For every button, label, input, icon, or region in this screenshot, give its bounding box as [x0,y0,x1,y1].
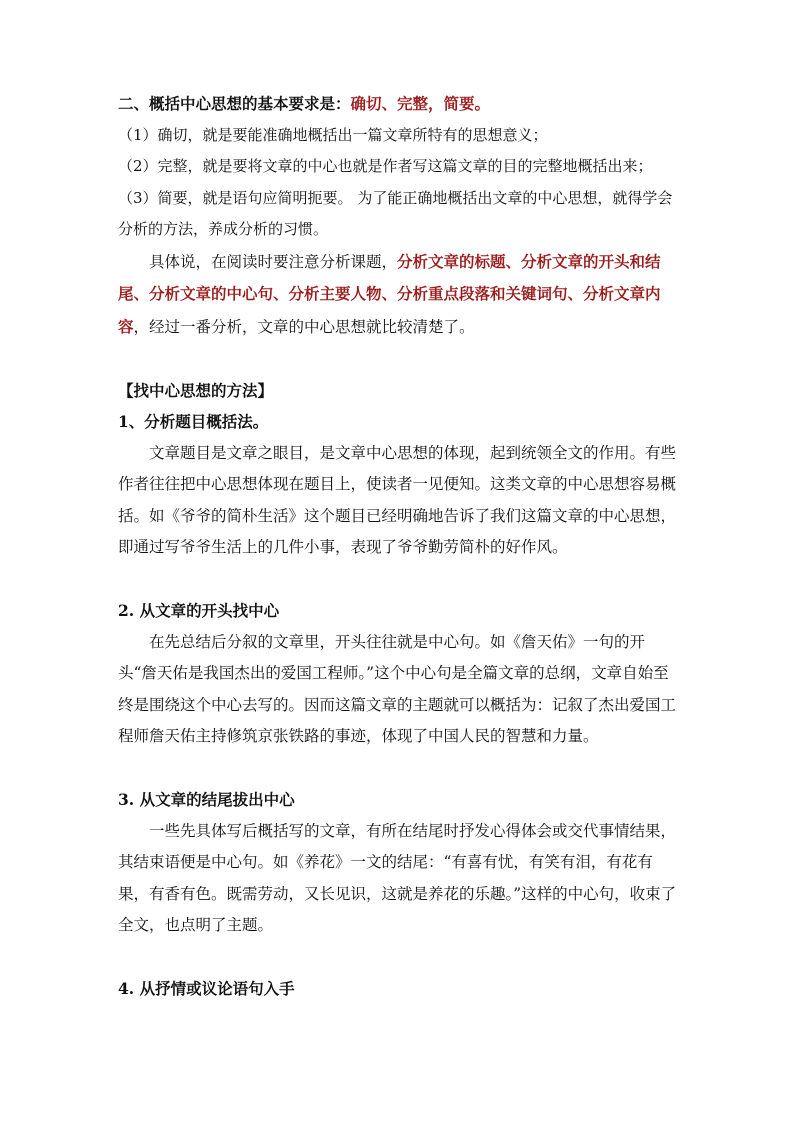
spacer [118,343,678,375]
method-body-3: 一些先具体写后概括写的文章，有所在结尾时抒发心得体会或交代事情结果，其结束语便是中心句。如《养花》一文的结尾：“有喜有忧，有笑有泪，有花有果，有香有色。既需劳动，又长见识，这就是养花的乐趣。”这样的中心句，收束了全文，也点明了主题。 [118,821,677,934]
method-heading-4: 4. 从抒情或议论语句入手 [118,979,295,998]
analysis-suffix: ，经过一番分析，文章的中心思想就比较清楚了。 [133,317,475,336]
spacer [118,942,678,974]
analysis-prefix: 具体说，在阅读时要注意分析课题， [149,252,398,271]
method-body-1: 文章题目是文章之眼目，是文章中心思想的体现，起到统领全文的作用。有些作者往往把中心思想体现在题目上，使读者一见便知。这类文章的中心思想容易概括。如《爷爷的简朴生活》这个题目已经明确地告诉了我们这篇文章的中心思想，即通过写爷爷生活上的几件小事，表现了爷爷勤劳简朴的好作风。 [118,443,677,556]
spacer [118,753,678,785]
document-page [118,88,678,1005]
method-heading-1: 1、分析题目概括法。 [118,412,269,431]
methods-title: 【找中心思想的方法】 [118,380,274,400]
analysis-highlight: 分析文章的标题、分析文章的开头和结尾、分析文章的中心句、分析主要人物、分析重点段落和关键词句、分析文章内容 [118,251,661,336]
requirements-heading-prefix: 二、概括中心思想的基本要求是： [118,94,351,113]
method-heading-2: 2. 从文章的开头找中心 [118,601,280,620]
requirement-item-3: （3）简要，就是语句应简明扼要。 为了能正确地概括出文章的中心思想，就得学会分析的方法，养成分析的习惯。 [118,188,673,238]
spacer [118,564,678,596]
requirements-list [118,120,678,246]
requirements-heading [118,88,678,120]
requirement-item-1: （1）确切，就是要能准确地概括出一篇文章所特有的思想意义； [118,125,548,144]
requirement-item-2: （2）完整，就是要将文章的中心也就是作者写这篇文章的目的完整地概括出来； [118,157,653,175]
method-body-2: 在先总结后分叙的文章里，开头往往就是中心句。如《詹天佑》一句的开头“詹天佑是我国杰出的爱国工程师。”这个中心句是全篇文章的总纲，文章自始至终是围绕这个中心去写的。因而这篇文章的主题就可以概括为：记叙了杰出爱国工程师詹天佑主持修筑京张铁路的事迹，体现了中国人民的智慧和力量。 [118,632,677,745]
requirements-heading-highlight: 确切、完整，简要。 [350,94,491,113]
method-heading-3: 3. 从文章的结尾拔出中心 [118,790,295,809]
analysis-paragraph [118,246,678,344]
